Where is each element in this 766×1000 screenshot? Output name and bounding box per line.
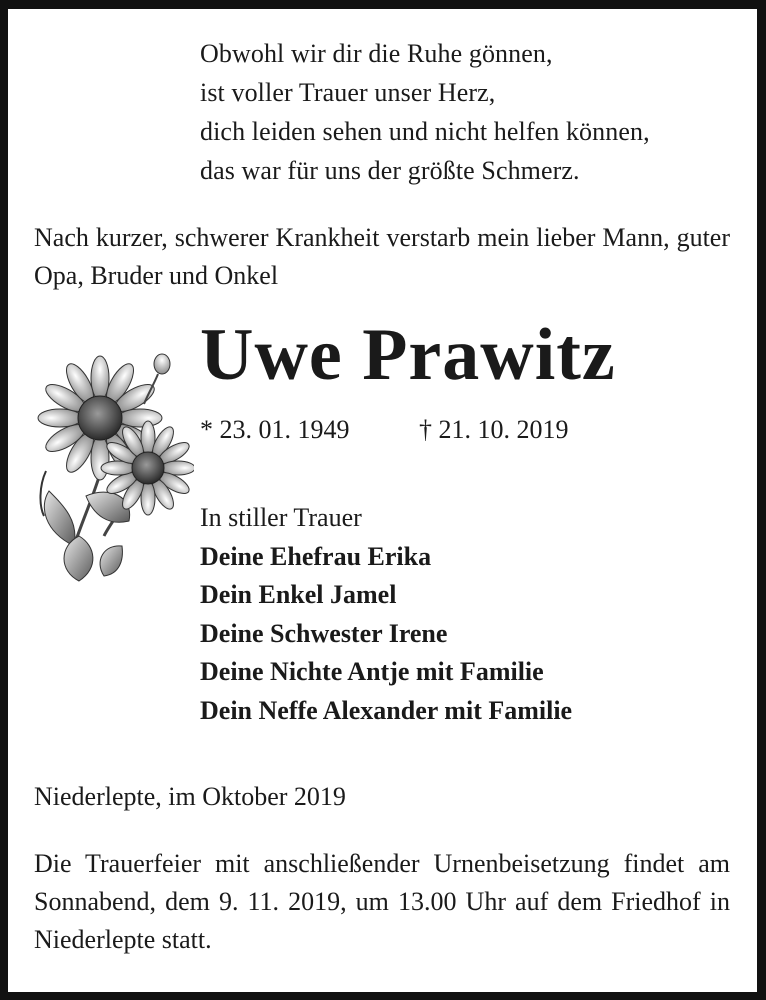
death-date: † 21. 10. 2019: [419, 415, 569, 444]
sunflower-icon: [34, 346, 194, 586]
place-date: Niederlepte, im Oktober 2019: [34, 782, 346, 811]
poem-line: ist voller Trauer unser Herz,: [200, 78, 496, 107]
birth-date: * 23. 01. 1949: [200, 415, 350, 444]
mourner: Deine Ehefrau Erika: [200, 541, 432, 571]
mourners-list: [200, 499, 572, 731]
poem-line: dich leiden sehen und nicht helfen können,: [200, 117, 650, 146]
poem-line: das war für uns der größte Schmerz.: [200, 156, 580, 185]
intro-text: Nach kurzer, schwerer Krankheit verstarb mein lieber Mann, guter Opa, Bruder und Onkel: [34, 223, 730, 290]
funeral-text: Die Trauerfeier mit anschließender Urnenbeisetzung findet am Sonnabend, dem 9. 11. 2019, um 13.00 Uhr auf dem Friedhof in Niederlepte statt.: [34, 849, 730, 954]
poem: [200, 34, 650, 190]
mourner: Dein Enkel Jamel: [200, 580, 397, 610]
mourner: Deine Nichte Antje mit Familie: [200, 657, 544, 687]
deceased-name: Uwe Prawitz: [200, 314, 616, 396]
mourner: Deine Schwester Irene: [200, 618, 448, 648]
mourner: Dein Neffe Alexander mit Familie: [200, 695, 573, 725]
mourning-heading: In stiller Trauer: [200, 503, 362, 532]
poem-line: Obwohl wir dir die Ruhe gönnen,: [200, 39, 553, 68]
